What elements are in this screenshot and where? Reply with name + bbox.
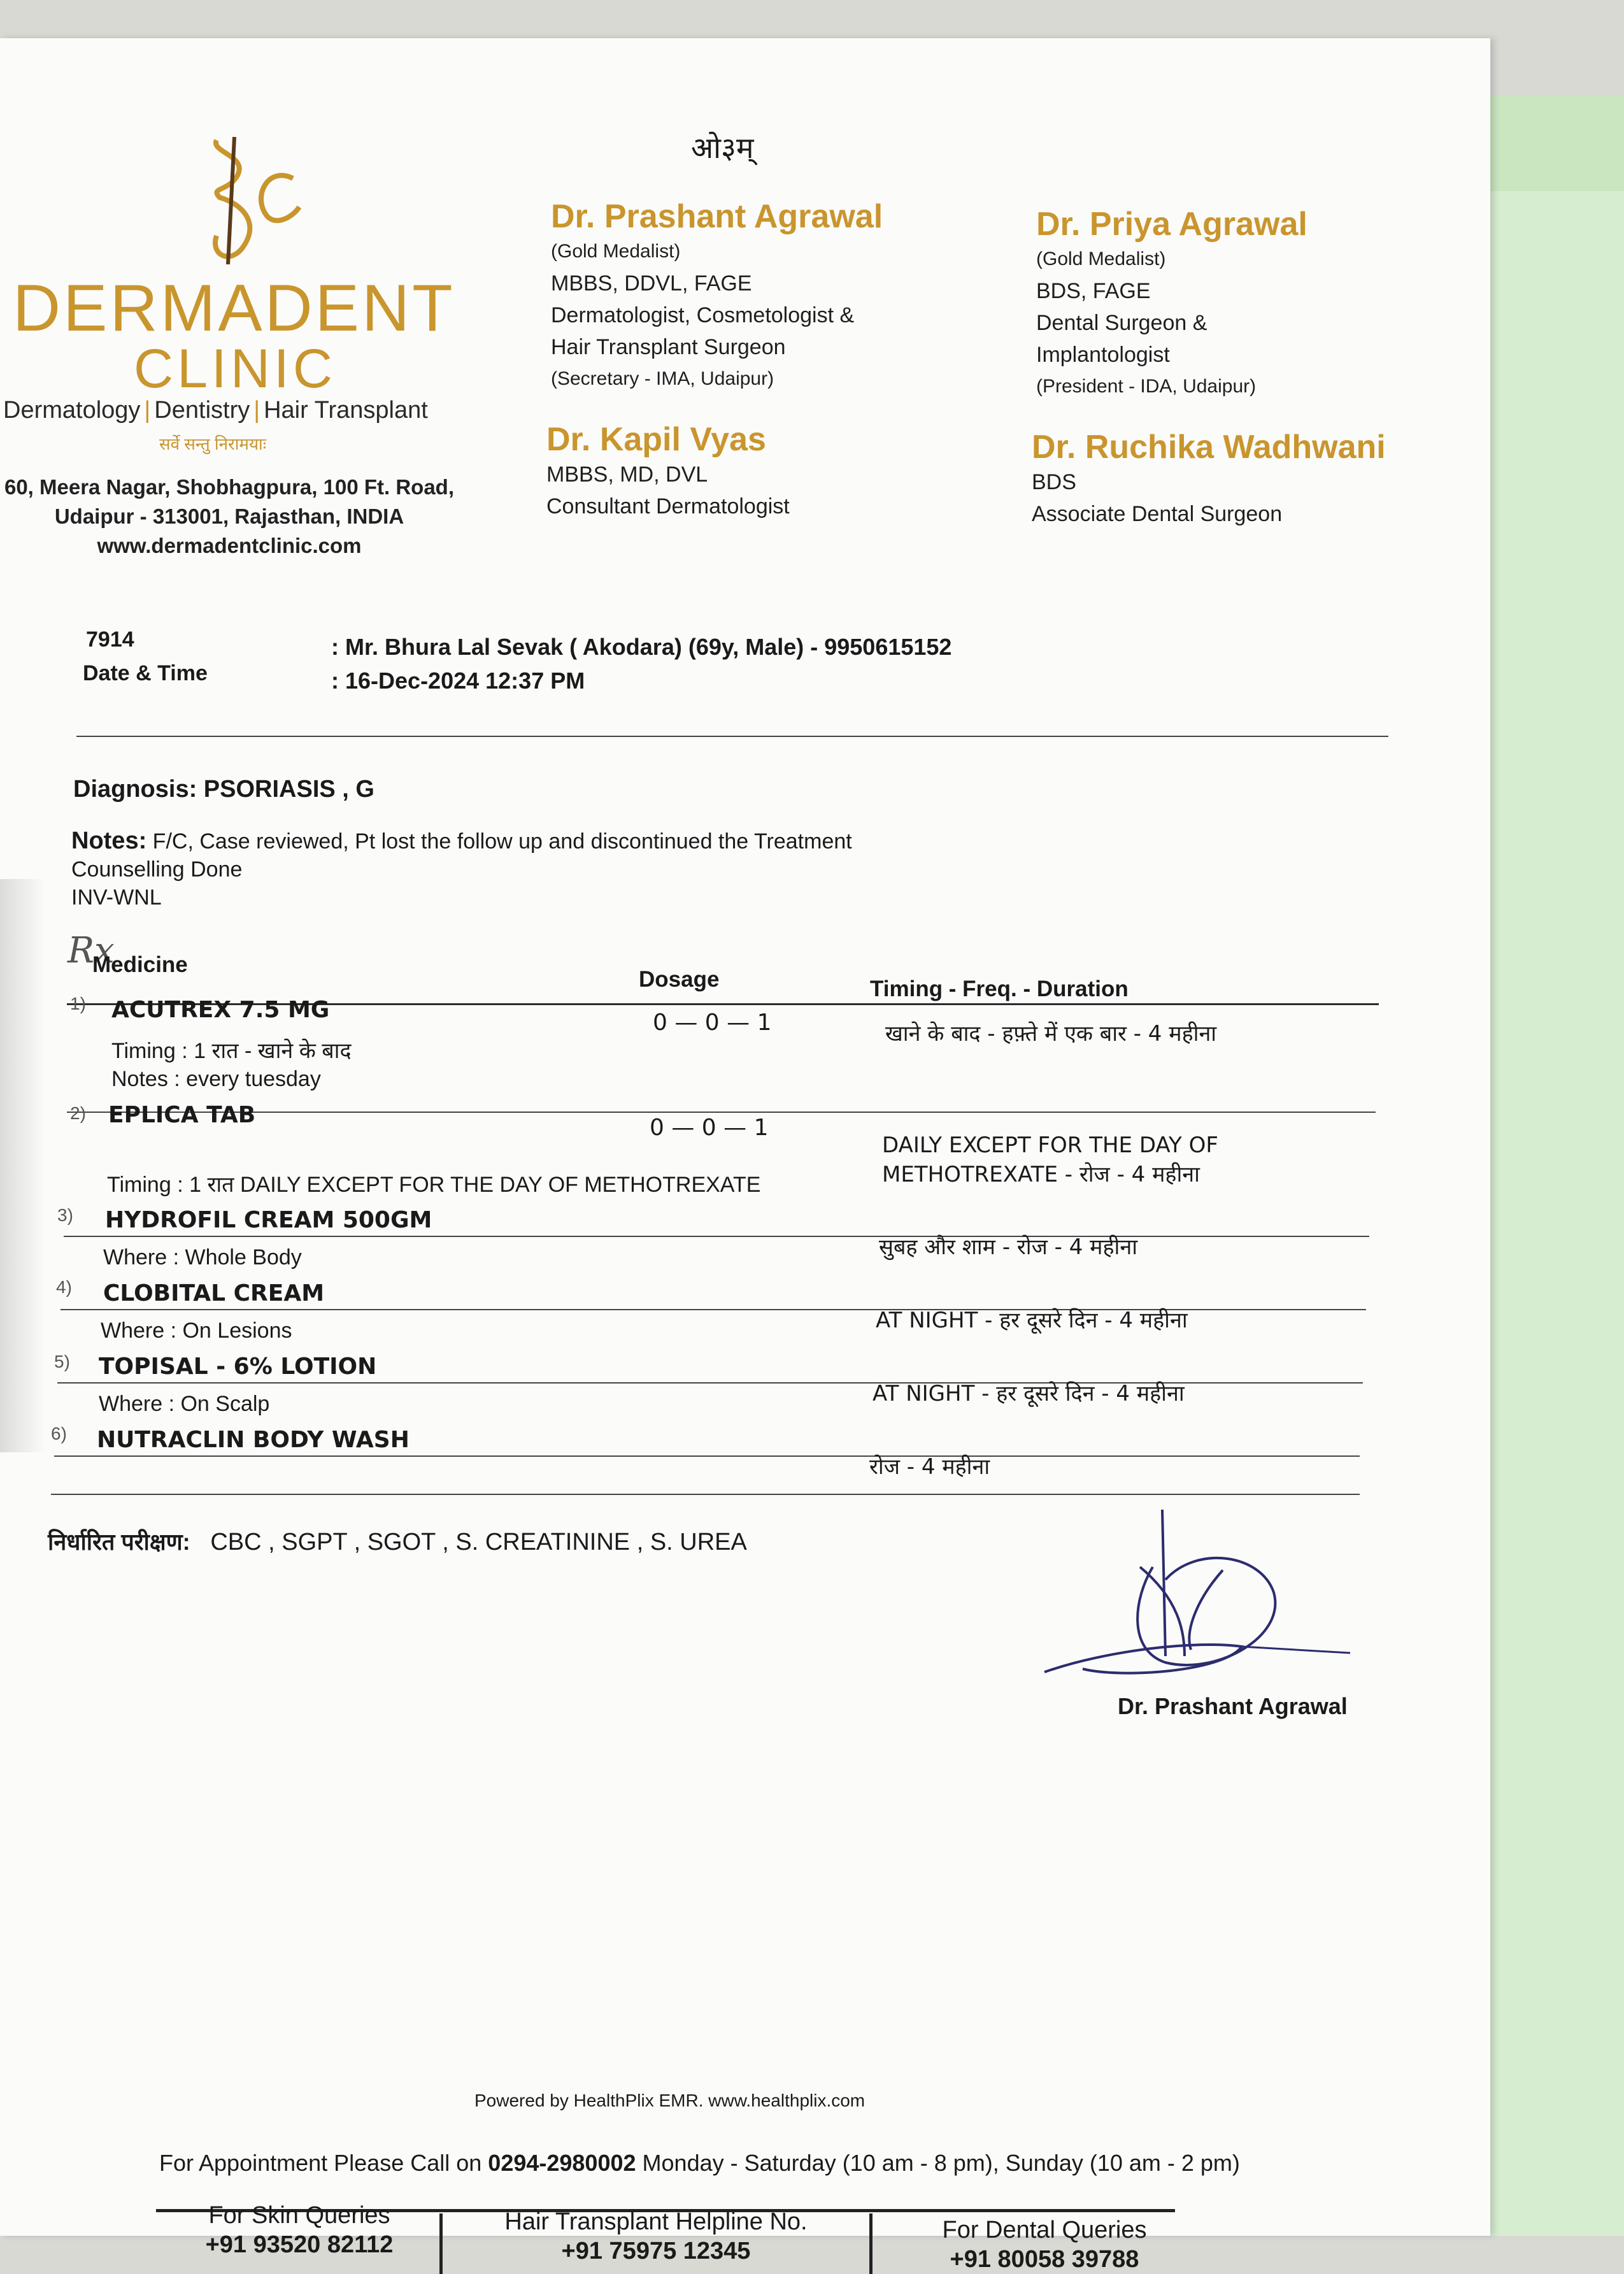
skin-queries: For Skin Queries +91 93520 82112 [205, 2202, 394, 2258]
row-3-where: Where : Whole Body [103, 1245, 302, 1269]
row-1-notes: Notes : every tuesday [111, 1067, 321, 1091]
row-1-dosage: 0 — 0 — 1 [653, 1010, 772, 1036]
row-4-where: Where : On Lesions [101, 1319, 292, 1343]
row-4-medicine: CLOBITAL CREAM [103, 1280, 325, 1306]
row-2-timing: DAILY EXCEPT FOR THE DAY OF METHOTREXATE - रोज - 4 महीना [882, 1133, 1218, 1187]
row-5-medicine: TOPISAL - 6% LOTION [99, 1354, 377, 1380]
diagnosis: Diagnosis: PSORIASIS , G [73, 776, 374, 803]
prescribed-tests: निर्धारित परीक्षण: CBC , SGPT , SGOT , S. CREATININE , S. UREA [48, 1529, 747, 1555]
date-value: : 16-Dec-2024 12:37 PM [331, 668, 585, 694]
hair-transplant-helpline: Hair Transplant Helpline No. +91 75975 12345 [504, 2208, 808, 2264]
row-divider [64, 1236, 1369, 1237]
row-6-timing: रोज - 4 महीना [869, 1454, 990, 1480]
footer-column-divider [869, 2213, 873, 2274]
logo-name: DERMADENT [13, 271, 455, 345]
divider [76, 736, 1388, 737]
doctor-kapil: Dr. Kapil Vyas MBBS, MD, DVL Consultant Dermatologist [546, 421, 790, 518]
table-bottom-line [51, 1494, 1360, 1495]
row-5-where: Where : On Scalp [99, 1392, 270, 1416]
row-5-number: 5) [54, 1352, 70, 1371]
clinic-address: 60, Meera Nagar, Shobhagpura, 100 Ft. Road, Udaipur - 313001, Rajasthan, INDIA www.dermadentclinic.com [4, 475, 455, 557]
row-1-sub-timing: Timing : 1 रात - खाने के बाद [111, 1039, 352, 1063]
row-2-dosage: 0 — 0 — 1 [650, 1115, 769, 1141]
doctor-prashant: Dr. Prashant Agrawal (Gold Medalist) MBBS, DDVL, FAGE Dermatologist, Cosmetologist & Hair Transplant Surgeon (Secretary - IMA, Udaipur) [551, 198, 883, 389]
row-2-number: 2) [70, 1103, 86, 1123]
prescription-page [0, 38, 1490, 2273]
doctor-priya: Dr. Priya Agrawal (Gold Medalist) BDS, FAGE Dental Surgeon & Implantologist (President - IDA, Udaipur) [1036, 206, 1307, 397]
row-4-number: 4) [56, 1277, 72, 1297]
date-label: Date & Time [83, 661, 208, 685]
row-divider [67, 1112, 1376, 1113]
footer-column-divider [439, 2213, 443, 2274]
notes: Notes: F/C, Case reviewed, Pt lost the follow up and discontinued the Treatment Counselling Done INV-WNL [71, 827, 852, 910]
row-6-number: 6) [51, 1424, 67, 1443]
row-3-medicine: HYDROFIL CREAM 500GM [105, 1207, 432, 1233]
powered-by: Powered by HealthPlix EMR. www.healthplix.com [474, 2091, 865, 2110]
col-timing: Timing - Freq. - Duration [870, 976, 1129, 1001]
signature-name: Dr. Prashant Agrawal [1118, 1693, 1348, 1719]
logo-motto: सर्वे सन्तु निरामयाः [159, 434, 267, 454]
row-2-sub-timing: Timing : 1 रात DAILY EXCEPT FOR THE DAY OF METHOTREXATE [107, 1173, 761, 1197]
appointment-info: For Appointment Please Call on 0294-2980002 Monday - Saturday (10 am - 8 pm), Sunday (10 am - 2 pm) [159, 2150, 1240, 2176]
row-divider [54, 1455, 1360, 1457]
logo-clinic: CLINIC [134, 338, 336, 399]
row-3-timing: सुबह और शाम - रोज - 4 महीना [879, 1234, 1138, 1260]
col-dosage: Dosage [639, 967, 720, 992]
dental-queries: For Dental Queries +91 80058 39788 [942, 2217, 1147, 2273]
row-1-medicine: ACUTREX 7.5 MG [111, 997, 330, 1023]
patient-id-label: 7914 [86, 627, 134, 652]
patient-name: : Mr. Bhura Lal Sevak ( Akodara) (69y, Male) - 9950615152 [331, 634, 952, 660]
row-6-medicine: NUTRACLIN BODY WASH [97, 1427, 410, 1453]
row-5-timing: AT NIGHT - हर दूसरे दिन - 4 महीना [873, 1381, 1185, 1406]
row-1-timing: खाने के बाद - हफ़्ते में एक बार - 4 महीना [885, 1021, 1217, 1047]
doctor-ruchika: Dr. Ruchika Wadhwani BDS Associate Dental Surgeon [1032, 429, 1386, 526]
row-3-number: 3) [57, 1205, 73, 1225]
col-medicine: Medicine [92, 952, 188, 977]
binder-clip-shadow [0, 879, 45, 1452]
row-1-number: 1) [70, 994, 86, 1013]
row-2-medicine: EPLICA TAB [108, 1102, 256, 1128]
dermadent-logo-icon [191, 127, 306, 274]
om-heading: ओ३म् [691, 131, 754, 165]
row-4-timing: AT NIGHT - हर दूसरे दिन - 4 महीना [876, 1308, 1188, 1333]
logo-tagline: Dermatology | Dentistry | Hair Transplant [3, 397, 428, 424]
rx-symbol: Rx [68, 930, 115, 971]
signature-icon [1032, 1510, 1363, 1694]
